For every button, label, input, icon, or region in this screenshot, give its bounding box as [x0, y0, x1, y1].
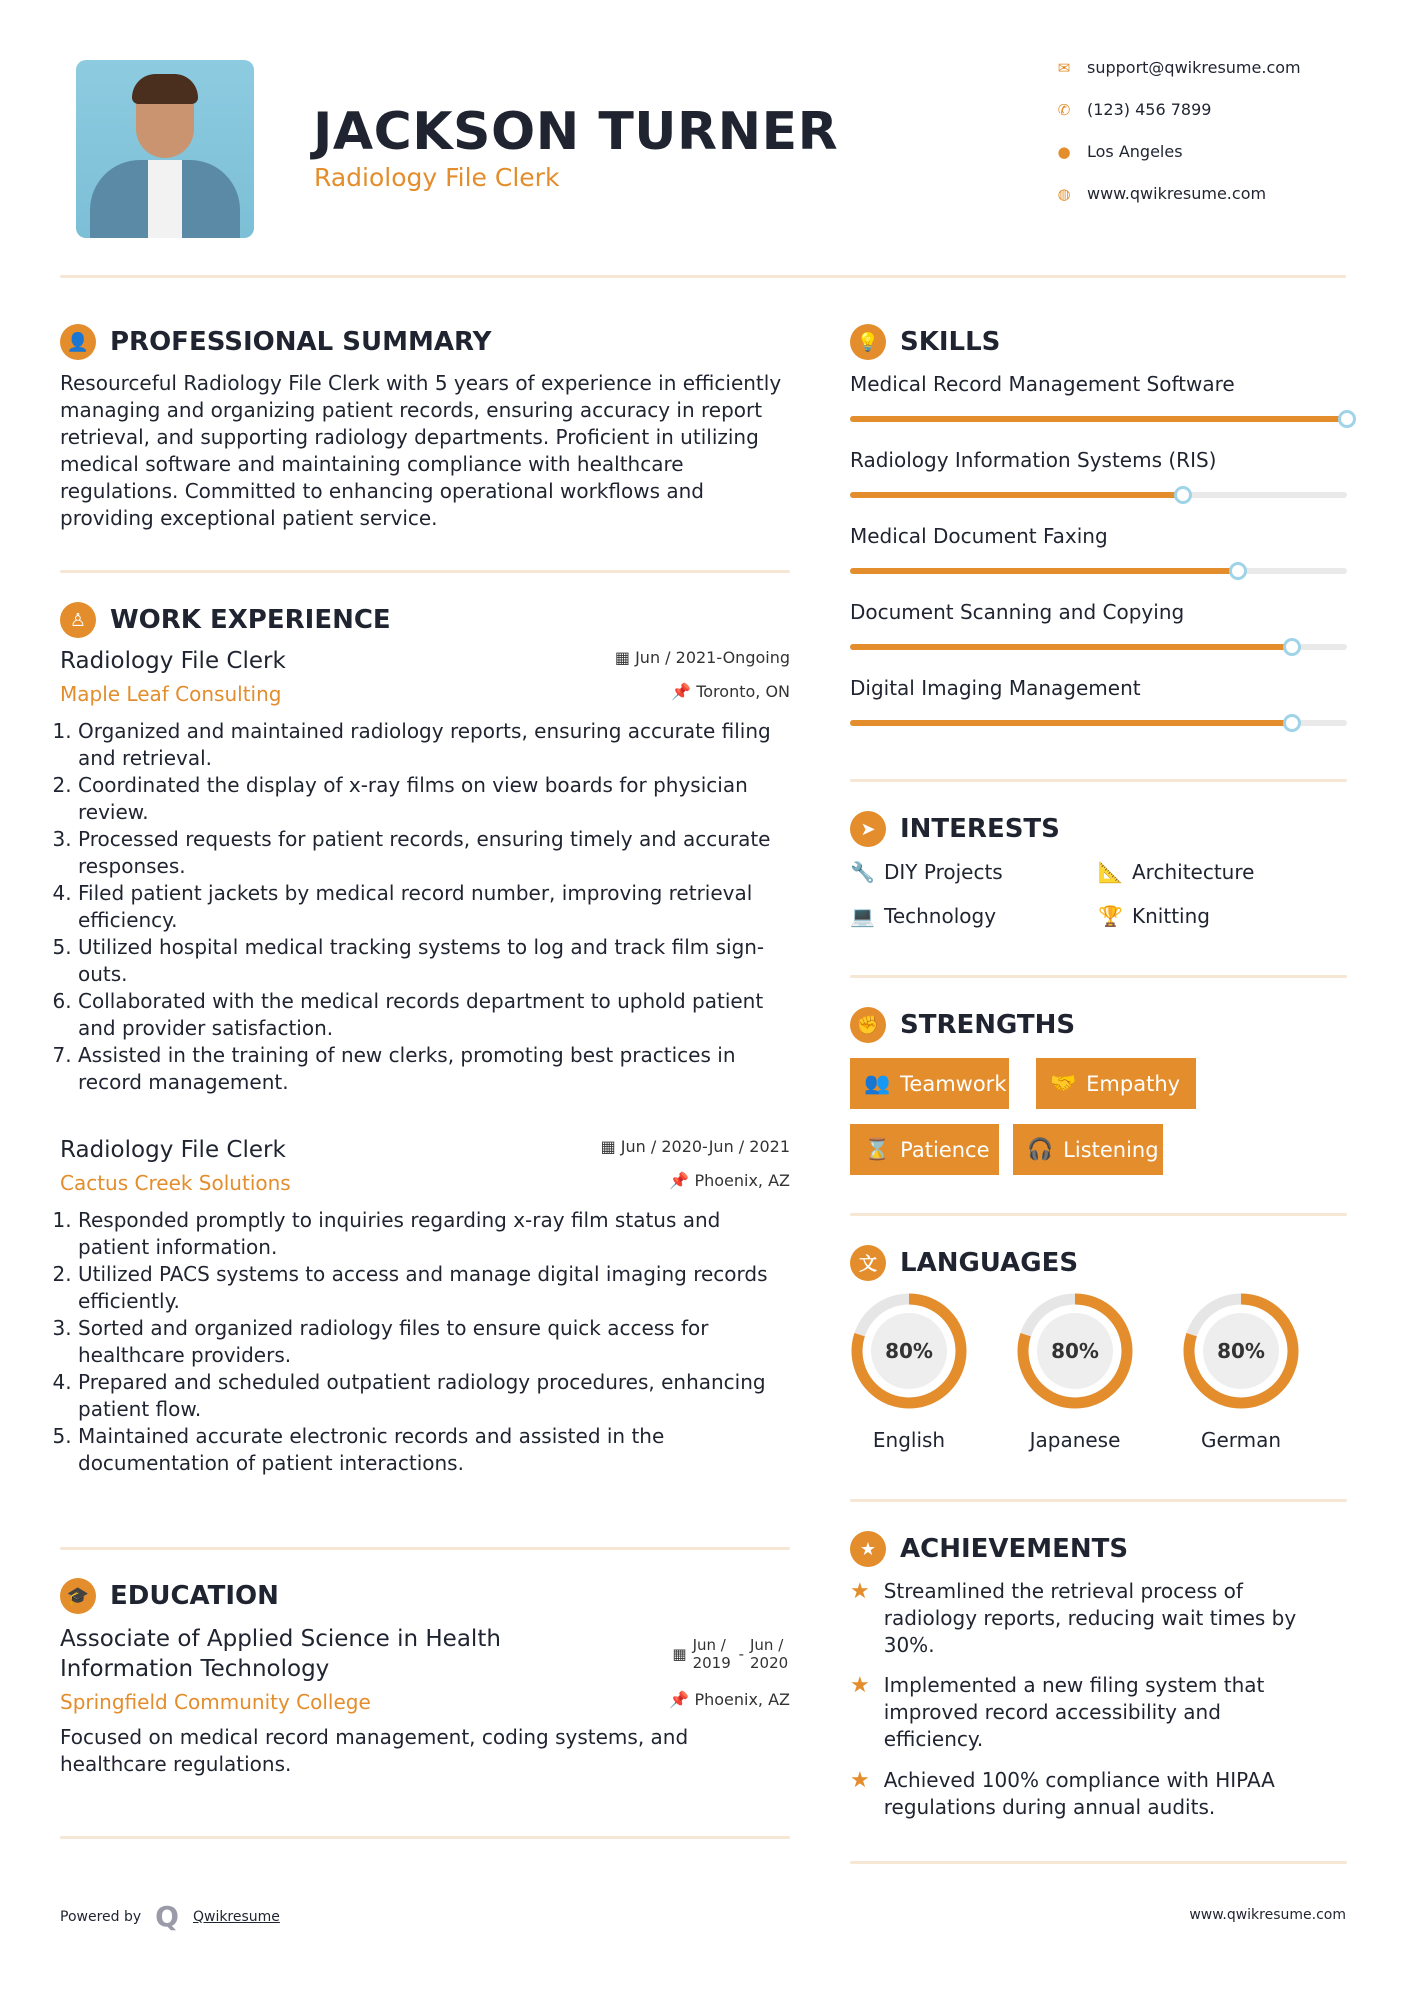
achievement-item: ★ Streamlined the retrieval process of radiology reports, reducing wait times by 30%.: [850, 1579, 1297, 1657]
skill-name: Document Scanning and Copying: [850, 600, 1185, 624]
job-entry: [60, 648, 790, 1096]
job-date: ▦ Jun / 2021-Ongoing: [614, 648, 790, 667]
trophy-icon: 🏆: [1098, 904, 1123, 928]
job-title: Radiology File Clerk: [60, 1137, 286, 1163]
skill-fill: [850, 568, 1238, 574]
lightbulb-icon: 💡: [850, 324, 886, 360]
skill-name: Digital Imaging Management: [850, 676, 1141, 700]
skill-knob: [1174, 486, 1192, 504]
education-description: Focused on medical record management, coding systems, and healthcare regulations.: [60, 1725, 689, 1776]
handshake-icon: 🤝: [1050, 1071, 1077, 1095]
divider: [60, 570, 790, 573]
job-title: Radiology File Clerk: [60, 648, 286, 674]
strength-chip: 🤝 Empathy: [1036, 1058, 1196, 1109]
list-item: 2. Utilized PACS systems to access and manage digital imaging records efficiently.: [78, 1261, 790, 1315]
language-item: [1180, 1290, 1302, 1452]
globe-icon: ◍: [1057, 184, 1071, 203]
star-icon: ★: [850, 1673, 870, 1698]
language-name: English: [872, 1428, 946, 1452]
skill-bar: [850, 644, 1347, 650]
languages-list: [848, 1290, 1302, 1452]
skill-item: [850, 676, 1347, 752]
list-item: 4. Prepared and scheduled outpatient radiology procedures, enhancing patient flow.: [78, 1369, 790, 1423]
strength-chip: ⌛ Patience: [850, 1124, 999, 1175]
skills-heading: 💡 SKILLS: [850, 324, 1000, 360]
qwikresume-link[interactable]: Qwikresume: [192, 1908, 280, 1925]
education-heading: 🎓 EDUCATION: [60, 1578, 279, 1614]
summary-text: Resourceful Radiology File Clerk with 5 years of experience in efficiently managing and organizing patient records, ensuring accuracy in report retrieval, and supporting radiology departments. Proficient in utilizing medical software and maintaining compliance with healthcare regulations. Committed to enhancing operational workflows and providing exceptional patient service.: [60, 371, 782, 530]
divider: [850, 1499, 1347, 1502]
star-icon: ★: [850, 1579, 870, 1604]
candidate-name: JACKSON TURNER: [313, 102, 839, 162]
contact-location: ● Los Angeles: [1055, 142, 1183, 161]
list-item: 7. Assisted in the training of new clerks, promoting best practices in record management.: [78, 1042, 790, 1096]
list-item: 5. Utilized hospital medical tracking systems to log and track film sign-outs.: [78, 934, 790, 988]
skill-knob: [1283, 714, 1301, 732]
divider: [850, 975, 1347, 978]
language-ring: [1014, 1290, 1136, 1412]
users-icon: 👥: [864, 1071, 891, 1095]
interest-item: 🔧 DIY Projects: [850, 860, 1003, 884]
phone-icon: ✆: [1057, 100, 1071, 119]
interests-heading: ➤ INTERESTS: [850, 811, 1060, 847]
education-entry: [60, 1624, 790, 1778]
skill-fill: [850, 720, 1292, 726]
job-location: 📌 Phoenix, AZ: [669, 1171, 790, 1190]
language-percent: 80%: [1203, 1313, 1279, 1389]
list-item: 3. Sorted and organized radiology files to ensure quick access for healthcare providers.: [78, 1315, 790, 1369]
interest-item: 📐 Architecture: [1098, 860, 1255, 884]
star-icon: ★: [850, 1768, 870, 1793]
language-name: German: [1200, 1428, 1282, 1452]
interest-item: 🏆 Knitting: [1098, 904, 1210, 928]
qwikresume-logo-icon: Q: [155, 1900, 179, 1933]
list-item: 1. Responded promptly to inquiries regarding x-ray film status and patient information.: [78, 1207, 790, 1261]
list-item: 2. Coordinated the display of x-ray films on view boards for physician review.: [78, 772, 790, 826]
languages-heading: 文 LANGUAGES: [850, 1245, 1078, 1281]
job-duties: [60, 718, 790, 1096]
skill-item: [850, 600, 1347, 676]
skill-bar: [850, 568, 1347, 574]
work-heading: ♙ WORK EXPERIENCE: [60, 602, 391, 638]
list-item: 6. Collaborated with the medical records department to uphold patient and provider satisfaction.: [78, 988, 790, 1042]
language-item: [848, 1290, 970, 1452]
strengths-heading: ✊ STRENGTHS: [850, 1007, 1075, 1043]
divider: [60, 1836, 790, 1839]
divider: [850, 1861, 1347, 1864]
language-item: [1014, 1290, 1136, 1452]
header-divider: [60, 275, 1346, 278]
school-name: Springfield Community College: [60, 1690, 371, 1714]
contact-email[interactable]: ✉ support@qwikresume.com: [1055, 58, 1301, 77]
skill-fill: [850, 492, 1183, 498]
skill-fill: [850, 416, 1347, 422]
job-entry: [60, 1137, 790, 1477]
education-date: ▦ Jun / 2019 - Jun / 2020: [672, 1636, 789, 1672]
education-location: 📌 Phoenix, AZ: [669, 1690, 790, 1709]
language-icon: 文: [850, 1245, 886, 1281]
map-pin-icon: ●: [1057, 142, 1071, 161]
skill-item: [850, 524, 1347, 600]
divider: [850, 779, 1347, 782]
skill-bar: [850, 492, 1347, 498]
language-percent: 80%: [1037, 1313, 1113, 1389]
job-company: Cactus Creek Solutions: [60, 1171, 291, 1195]
skill-name: Medical Record Management Software: [850, 372, 1235, 396]
envelope-icon: ✉: [1057, 58, 1071, 77]
contact-website[interactable]: ◍ www.qwikresume.com: [1055, 184, 1266, 203]
job-duties: [60, 1207, 790, 1477]
ruler-icon: 📐: [1098, 860, 1123, 884]
strength-chip: 🎧 Listening: [1013, 1124, 1163, 1175]
divider: [60, 1547, 790, 1550]
achievement-item: ★ Implemented a new filing system that improved record accessibility and efficiency.: [850, 1673, 1265, 1751]
skills-list: [850, 372, 1347, 752]
achievement-item: ★ Achieved 100% compliance with HIPAA regulations during annual audits.: [850, 1768, 1275, 1819]
skill-knob: [1283, 638, 1301, 656]
job-date: ▦ Jun / 2020-Jun / 2021: [600, 1137, 790, 1156]
summary-heading: 👤 PROFESSIONAL SUMMARY: [60, 324, 491, 360]
divider: [850, 1213, 1347, 1216]
footer-brand: Powered by Q Qwikresume: [60, 1900, 280, 1933]
list-item: 4. Filed patient jackets by medical record number, improving retrieval efficiency.: [78, 880, 790, 934]
candidate-role: Radiology File Clerk: [314, 163, 560, 192]
achievements-heading: ★ ACHIEVEMENTS: [850, 1531, 1128, 1567]
language-ring: [1180, 1290, 1302, 1412]
language-name: Japanese: [1029, 1428, 1121, 1452]
job-company: Maple Leaf Consulting: [60, 682, 282, 706]
skill-bar: [850, 416, 1347, 422]
language-ring: [848, 1290, 970, 1412]
footer-website[interactable]: www.qwikresume.com: [1189, 1907, 1346, 1923]
hourglass-icon: ⌛: [864, 1137, 891, 1161]
skill-knob: [1338, 410, 1356, 428]
chair-icon: ♙: [60, 602, 96, 638]
skill-bar: [850, 720, 1347, 726]
user-icon: 👤: [60, 324, 96, 360]
skill-knob: [1229, 562, 1247, 580]
wrench-icon: 🔧: [850, 860, 875, 884]
headphones-icon: 🎧: [1027, 1137, 1054, 1161]
paper-plane-icon: ➤: [850, 811, 886, 847]
skill-item: [850, 372, 1347, 448]
skill-fill: [850, 644, 1292, 650]
star-badge-icon: ★: [850, 1531, 886, 1567]
job-location: 📌 Toronto, ON: [671, 682, 790, 701]
profile-photo: [76, 60, 254, 238]
graduate-icon: 🎓: [60, 1578, 96, 1614]
interest-item: 💻 Technology: [850, 904, 997, 928]
list-item: 3. Processed requests for patient records, ensuring timely and accurate responses.: [78, 826, 790, 880]
laptop-icon: 💻: [850, 904, 875, 928]
contact-phone[interactable]: ✆ (123) 456 7899: [1055, 100, 1211, 119]
skill-name: Medical Document Faxing: [850, 524, 1108, 548]
degree-title: Associate of Applied Science in Health Information Technology: [60, 1626, 501, 1682]
strength-chip: 👥 Teamwork: [850, 1058, 1009, 1109]
list-item: 5. Maintained accurate electronic records and assisted in the documentation of patient interactions.: [78, 1423, 790, 1477]
fist-icon: ✊: [850, 1007, 886, 1043]
skill-name: Radiology Information Systems (RIS): [850, 448, 1217, 472]
language-percent: 80%: [871, 1313, 947, 1389]
skill-item: [850, 448, 1347, 524]
list-item: 1. Organized and maintained radiology reports, ensuring accurate filing and retrieval.: [78, 718, 790, 772]
